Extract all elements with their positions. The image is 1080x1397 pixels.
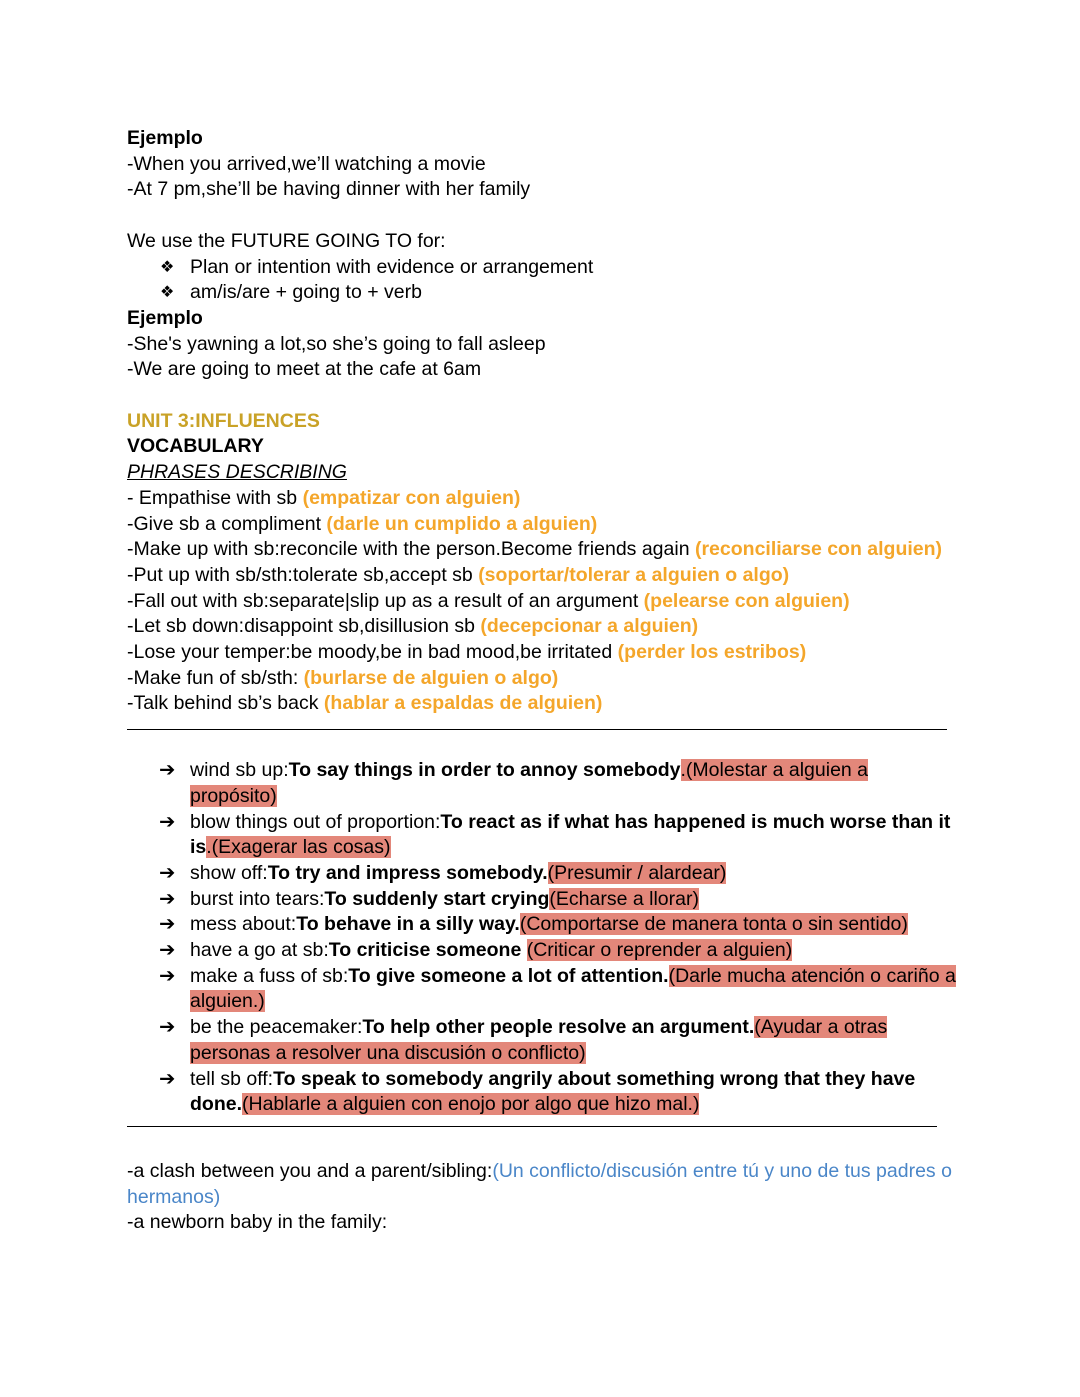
phrase-es: (hablar a espaldas de alguien) (323, 692, 603, 715)
phrasal-definition: To give someone a lot of attention. (348, 964, 669, 987)
phrasal-definition: To react as if what has happened is much worse than it is (190, 810, 951, 859)
arrow-right-icon: ➔ (159, 887, 176, 910)
bullet-text: Plan or intention with evidence or arrangement (190, 255, 594, 278)
topic-clash-es: (Un conflicto/discusión entre tú y uno de tus padres o hermanos) (127, 1159, 952, 1208)
bullet-text: am/is/are + going to + verb (190, 281, 422, 304)
diamond-bullet-icon: ❖ (160, 258, 175, 276)
phrase-row (127, 563, 957, 589)
phrase-en: -Let sb down:disappoint sb,disillusion sb (127, 615, 481, 638)
list-item (127, 1067, 957, 1118)
list-item (127, 810, 957, 861)
going-to-intro: We use the FUTURE GOING TO for: (127, 229, 446, 252)
list-item (127, 1015, 957, 1066)
example-line: -At 7 pm,she’ll be having dinner with her family (127, 178, 531, 201)
phrase-row (127, 666, 957, 692)
topic-newborn: -a newborn baby in the family: (127, 1211, 388, 1234)
phrase-es: (burlarse de alguien o algo) (303, 666, 559, 689)
list-item (127, 964, 957, 1015)
phrase-es: (soportar/tolerar a alguien o algo) (478, 563, 790, 586)
phrase-row (127, 486, 957, 512)
phrase-en: -Fall out with sb:separate|slip up as a result of an argument (127, 589, 644, 612)
example-label: Ejemplo (127, 306, 203, 329)
list-item (127, 280, 957, 306)
diamond-bullet-icon: ❖ (160, 284, 175, 302)
phrase-row (127, 512, 957, 538)
example-line: -When you arrived,we’ll watching a movie (127, 152, 486, 175)
phrase-es: (reconciliarse con alguien) (694, 538, 943, 561)
phrasal-definition: To say things in order to annoy somebody (288, 759, 681, 782)
phrase-es: (pelearse con alguien) (643, 589, 850, 612)
phrase-en: -Make up with sb:reconcile with the person.Become friends again (127, 538, 695, 561)
arrow-right-icon: ➔ (159, 1067, 176, 1090)
phrase-en: -Talk behind sb’s back (127, 692, 324, 715)
phrase-row (127, 691, 957, 717)
phrasal-translation: (Echarse a llorar) (549, 887, 699, 910)
phrases-subheading: PHRASES DESCRIBING (127, 461, 347, 484)
spacer (127, 383, 957, 409)
phrase-row (127, 614, 957, 640)
phrasal-term: have a go at sb: (190, 939, 329, 962)
topic-clash-en: -a clash between you and a parent/sibling: (127, 1159, 493, 1182)
arrow-right-icon: ➔ (159, 759, 176, 782)
document-page (127, 126, 957, 1236)
list-item (127, 938, 957, 964)
spacer (127, 717, 957, 729)
list-item (127, 255, 957, 281)
phrase-es: (empatizar con alguien) (302, 486, 521, 509)
example-line: -We are going to meet at the cafe at 6am (127, 358, 482, 381)
phrasal-translation: .(Molestar a alguien a propósito) (190, 759, 869, 807)
list-item (127, 758, 957, 809)
arrow-right-icon: ➔ (159, 861, 176, 884)
phrasal-translation: (Criticar o reprender a alguien) (526, 939, 793, 962)
phrase-es: (perder los estribos) (617, 641, 807, 664)
phrasal-term: show off: (190, 861, 268, 884)
arrow-right-icon: ➔ (159, 913, 176, 936)
phrasal-definition: To suddenly start crying (324, 887, 550, 910)
list-item (127, 912, 957, 938)
phrasal-term: burst into tears: (190, 887, 325, 910)
example-label: Ejemplo (127, 127, 203, 149)
phrasal-translation: (Hablarle a alguien con enojo por algo que hizo mal.) (242, 1093, 700, 1116)
phrasal-term: be the peacemaker: (190, 1016, 363, 1039)
phrasal-term: tell sb off: (190, 1067, 274, 1090)
phrasal-translation: (Comportarse de manera tonta o sin sentido) (519, 913, 908, 936)
phrase-row (127, 589, 957, 615)
phrase-row (127, 640, 957, 666)
phrase-en: - Empathise with sb (127, 486, 303, 509)
arrow-right-icon: ➔ (159, 939, 176, 962)
topic-clash (127, 1159, 957, 1210)
phrasal-translation: (Darle mucha atención o cariño a alguien.) (190, 964, 956, 1013)
spacer (127, 203, 957, 229)
phrasal-translation: .(Exagerar las cosas) (206, 836, 391, 859)
phrase-en: -Make fun of sb/sth: (127, 666, 304, 689)
phrasal-term: mess about: (190, 913, 297, 936)
phrase-row (127, 537, 957, 563)
phrase-en: -Lose your temper:be moody,be in bad mood,be irritated (127, 641, 618, 664)
phrasal-translation: (Presumir / alardear) (547, 861, 727, 884)
unit-title: UNIT 3:INFLUENCES (127, 409, 320, 432)
example-line: -She's yawning a lot,so she’s going to fall asleep (127, 332, 546, 355)
phrasal-term: wind sb up: (190, 759, 289, 782)
phrasal-definition: To try and impress somebody. (267, 861, 548, 884)
phrase-en: -Give sb a compliment (127, 512, 327, 535)
phrasal-definition: To behave in a silly way. (296, 913, 520, 936)
arrow-right-icon: ➔ (159, 964, 176, 987)
phrase-en: -Put up with sb/sth:tolerate sb,accept sb (127, 563, 479, 586)
phrasal-definition: To speak to somebody angrily about something wrong that they have done. (190, 1067, 916, 1116)
phrasal-term: make a fuss of sb: (190, 964, 349, 987)
spacer (127, 730, 957, 758)
phrasal-definition: To criticise someone (328, 939, 527, 962)
phrasal-verb-list (127, 758, 957, 1118)
phrasal-term: blow things out of proportion: (190, 810, 441, 833)
phrasal-translation: (Ayudar a otras personas a resolver una discusión o conflicto) (190, 1016, 888, 1064)
spacer (127, 1118, 957, 1126)
phrase-es: (decepcionar a alguien) (480, 615, 699, 638)
going-to-bullets (127, 255, 957, 306)
list-item (127, 861, 957, 887)
arrow-right-icon: ➔ (159, 810, 176, 833)
vocabulary-heading: VOCABULARY (127, 435, 264, 458)
phrasal-definition: To help other people resolve an argument. (362, 1016, 755, 1039)
arrow-right-icon: ➔ (159, 1016, 176, 1039)
spacer (127, 1127, 957, 1159)
list-item (127, 887, 957, 913)
phrase-es: (darle un cumplido a alguien) (326, 512, 598, 535)
